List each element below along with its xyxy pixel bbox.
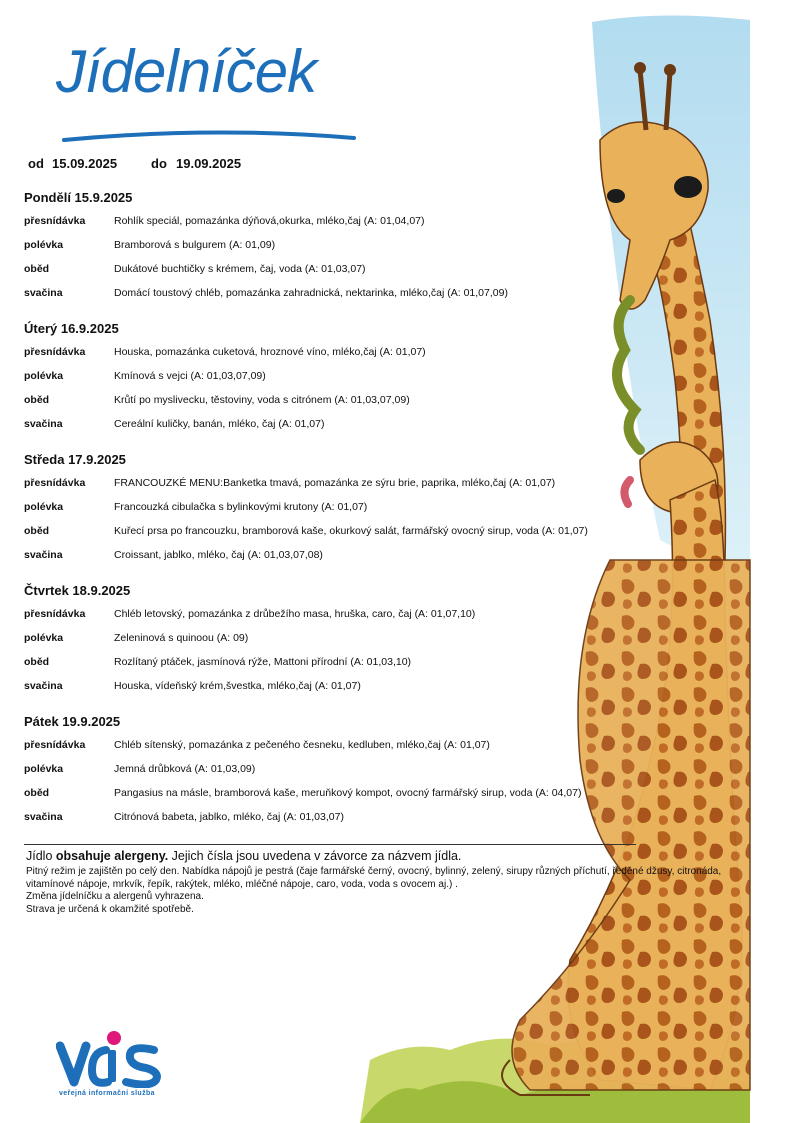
meal-row — [24, 346, 624, 370]
meal-type: svačina — [24, 287, 63, 299]
page-title: Jídelníček — [56, 38, 317, 105]
meal-description: Zeleninová s quinoou (A: 09) — [114, 632, 249, 644]
meal-type: oběd — [24, 394, 50, 406]
meal-row — [24, 739, 624, 763]
allergen-note — [26, 849, 461, 863]
meal-row — [24, 811, 624, 835]
meal-row — [24, 215, 624, 239]
vis-logo-mark — [56, 1030, 166, 1088]
footer-divider — [24, 844, 636, 845]
meal-description: Jemná drůbková (A: 01,03,09) — [114, 763, 256, 775]
change-reserved-note: Změna jídelníčku a alergenů vyhrazena. — [26, 891, 204, 902]
meal-type: svačina — [24, 418, 63, 430]
meal-description: Chléb letovský, pomazánka z drůbežího masa, hruška, caro, čaj (A: 01,07,10) — [114, 608, 476, 620]
meal-description: Kuřecí prsa po francouzku, bramborová kaše, okurkový salát, farmářský ovocný sirup, voda (A: 01,07) — [114, 525, 588, 537]
meal-row — [24, 501, 624, 525]
day-title: Středa 17.9.2025 — [24, 452, 126, 467]
meal-row — [24, 680, 624, 704]
day-thursday — [24, 580, 624, 704]
day-title: Pátek 19.9.2025 — [24, 714, 121, 729]
meal-type: svačina — [24, 549, 63, 561]
meal-description: FRANCOUZKÉ MENU:Banketka tmavá, pomazánka ze sýru brie, paprika, mléko,čaj (A: 01,07) — [114, 477, 556, 489]
consumption-note: Strava je určená k okamžité spotřebě. — [26, 903, 194, 915]
meal-type: přesnídávka — [24, 477, 86, 489]
meal-description: Houska, vídeňský krém,švestka, mléko,čaj (A: 01,07) — [114, 680, 361, 692]
day-wednesday — [24, 449, 624, 573]
allergen-note-pre: Jídlo — [26, 849, 56, 863]
meal-type: přesnídávka — [24, 215, 86, 227]
allergen-note-bold: obsahuje alergeny. — [55, 849, 169, 863]
meal-row — [24, 287, 624, 311]
meal-type: polévka — [24, 763, 64, 775]
meal-row — [24, 549, 624, 573]
meal-row — [24, 418, 624, 442]
footer-notes — [26, 866, 746, 916]
meal-type: oběd — [24, 263, 50, 275]
meal-type: přesnídávka — [24, 739, 86, 751]
meal-type: svačina — [24, 811, 63, 823]
title-underline — [62, 124, 362, 144]
meal-description: Kmínová s vejci (A: 01,03,07,09) — [114, 370, 266, 382]
meal-row — [24, 525, 624, 549]
day-friday — [24, 711, 624, 835]
meal-type: polévka — [24, 239, 64, 251]
meal-type: polévka — [24, 632, 64, 644]
meal-row — [24, 263, 624, 287]
meal-row — [24, 787, 624, 811]
meal-type: oběd — [24, 787, 50, 799]
meal-type: přesnídávka — [24, 608, 86, 620]
meal-row — [24, 370, 624, 394]
meal-description: Krůtí po myslivecku, těstoviny, voda s citrónem (A: 01,03,07,09) — [114, 394, 410, 406]
vis-logo — [56, 1030, 176, 1105]
allergen-note-post: Jejich čísla jsou uvedena v závorce za názvem jídla. — [168, 849, 462, 863]
meal-type: oběd — [24, 656, 50, 668]
meal-description: Francouzká cibulačka s bylinkovými krutony (A: 01,07) — [114, 501, 368, 513]
day-title: Úterý 16.9.2025 — [24, 321, 119, 336]
day-title: Pondělí 15.9.2025 — [24, 190, 133, 205]
meal-row — [24, 656, 624, 680]
meal-row — [24, 239, 624, 263]
meal-row — [24, 632, 624, 656]
vis-logo-text: veřejná informační služba — [59, 1090, 155, 1097]
meal-description: Bramborová s bulgurem (A: 01,09) — [114, 239, 276, 251]
meal-type: polévka — [24, 501, 64, 513]
meal-description: Rohlík speciál, pomazánka dýňová,okurka, mléko,čaj (A: 01,04,07) — [114, 215, 425, 227]
drinking-regime-note: Pitný režim je zajištěn po celý den. Nabídka nápojů je pestrá (čaje farmářské černý, ovocný, bylinný, zelený, sirupy různých příchutí, ředěné džusy, citronáda, vitamínové nápoje, mrkvík, řepík, rakýtek, mléko, mléčné nápoje, caro, voda, voda s ovocem aj.) . — [26, 866, 722, 890]
meal-description: Citrónová babeta, jablko, mléko, čaj (A: 01,03,07) — [114, 811, 344, 823]
meal-row — [24, 763, 624, 787]
meal-description: Houska, pomazánka cuketová, hroznové víno, mléko,čaj (A: 01,07) — [114, 346, 426, 358]
to-date: 19.09.2025 — [176, 156, 242, 171]
meal-description: Pangasius na másle, bramborová kaše, meruňkový kompot, ovocný farmářský sirup, voda (A: 04,07) — [114, 787, 582, 799]
meal-type: přesnídávka — [24, 346, 86, 358]
meal-description: Rozlítaný ptáček, jasmínová rýže, Mattoni přírodní (A: 01,03,10) — [114, 656, 412, 668]
day-monday — [24, 187, 624, 311]
meal-type: oběd — [24, 525, 50, 537]
day-title: Čtvrtek 18.9.2025 — [24, 583, 131, 598]
from-label: od — [28, 156, 44, 171]
from-date: 15.09.2025 — [52, 156, 118, 171]
to-label: do — [151, 156, 167, 171]
meal-description: Chléb sítenský, pomazánka z pečeného česneku, kedluben, mléko,čaj (A: 01,07) — [114, 739, 490, 751]
meal-type: polévka — [24, 370, 64, 382]
meal-description: Domácí toustový chléb, pomazánka zahradnická, nektarinka, mléko,čaj (A: 01,07,09) — [114, 287, 508, 299]
meal-row — [24, 477, 624, 501]
meal-row — [24, 394, 624, 418]
meal-description: Dukátové buchtičky s krémem, čaj, voda (A: 01,03,07) — [114, 263, 366, 275]
meal-description: Cereální kuličky, banán, mléko, čaj (A: 01,07) — [114, 418, 325, 430]
meal-description: Croissant, jablko, mléko, čaj (A: 01,03,07,08) — [114, 549, 323, 561]
meal-type: svačina — [24, 680, 63, 692]
day-tuesday — [24, 318, 624, 442]
meal-row — [24, 608, 624, 632]
